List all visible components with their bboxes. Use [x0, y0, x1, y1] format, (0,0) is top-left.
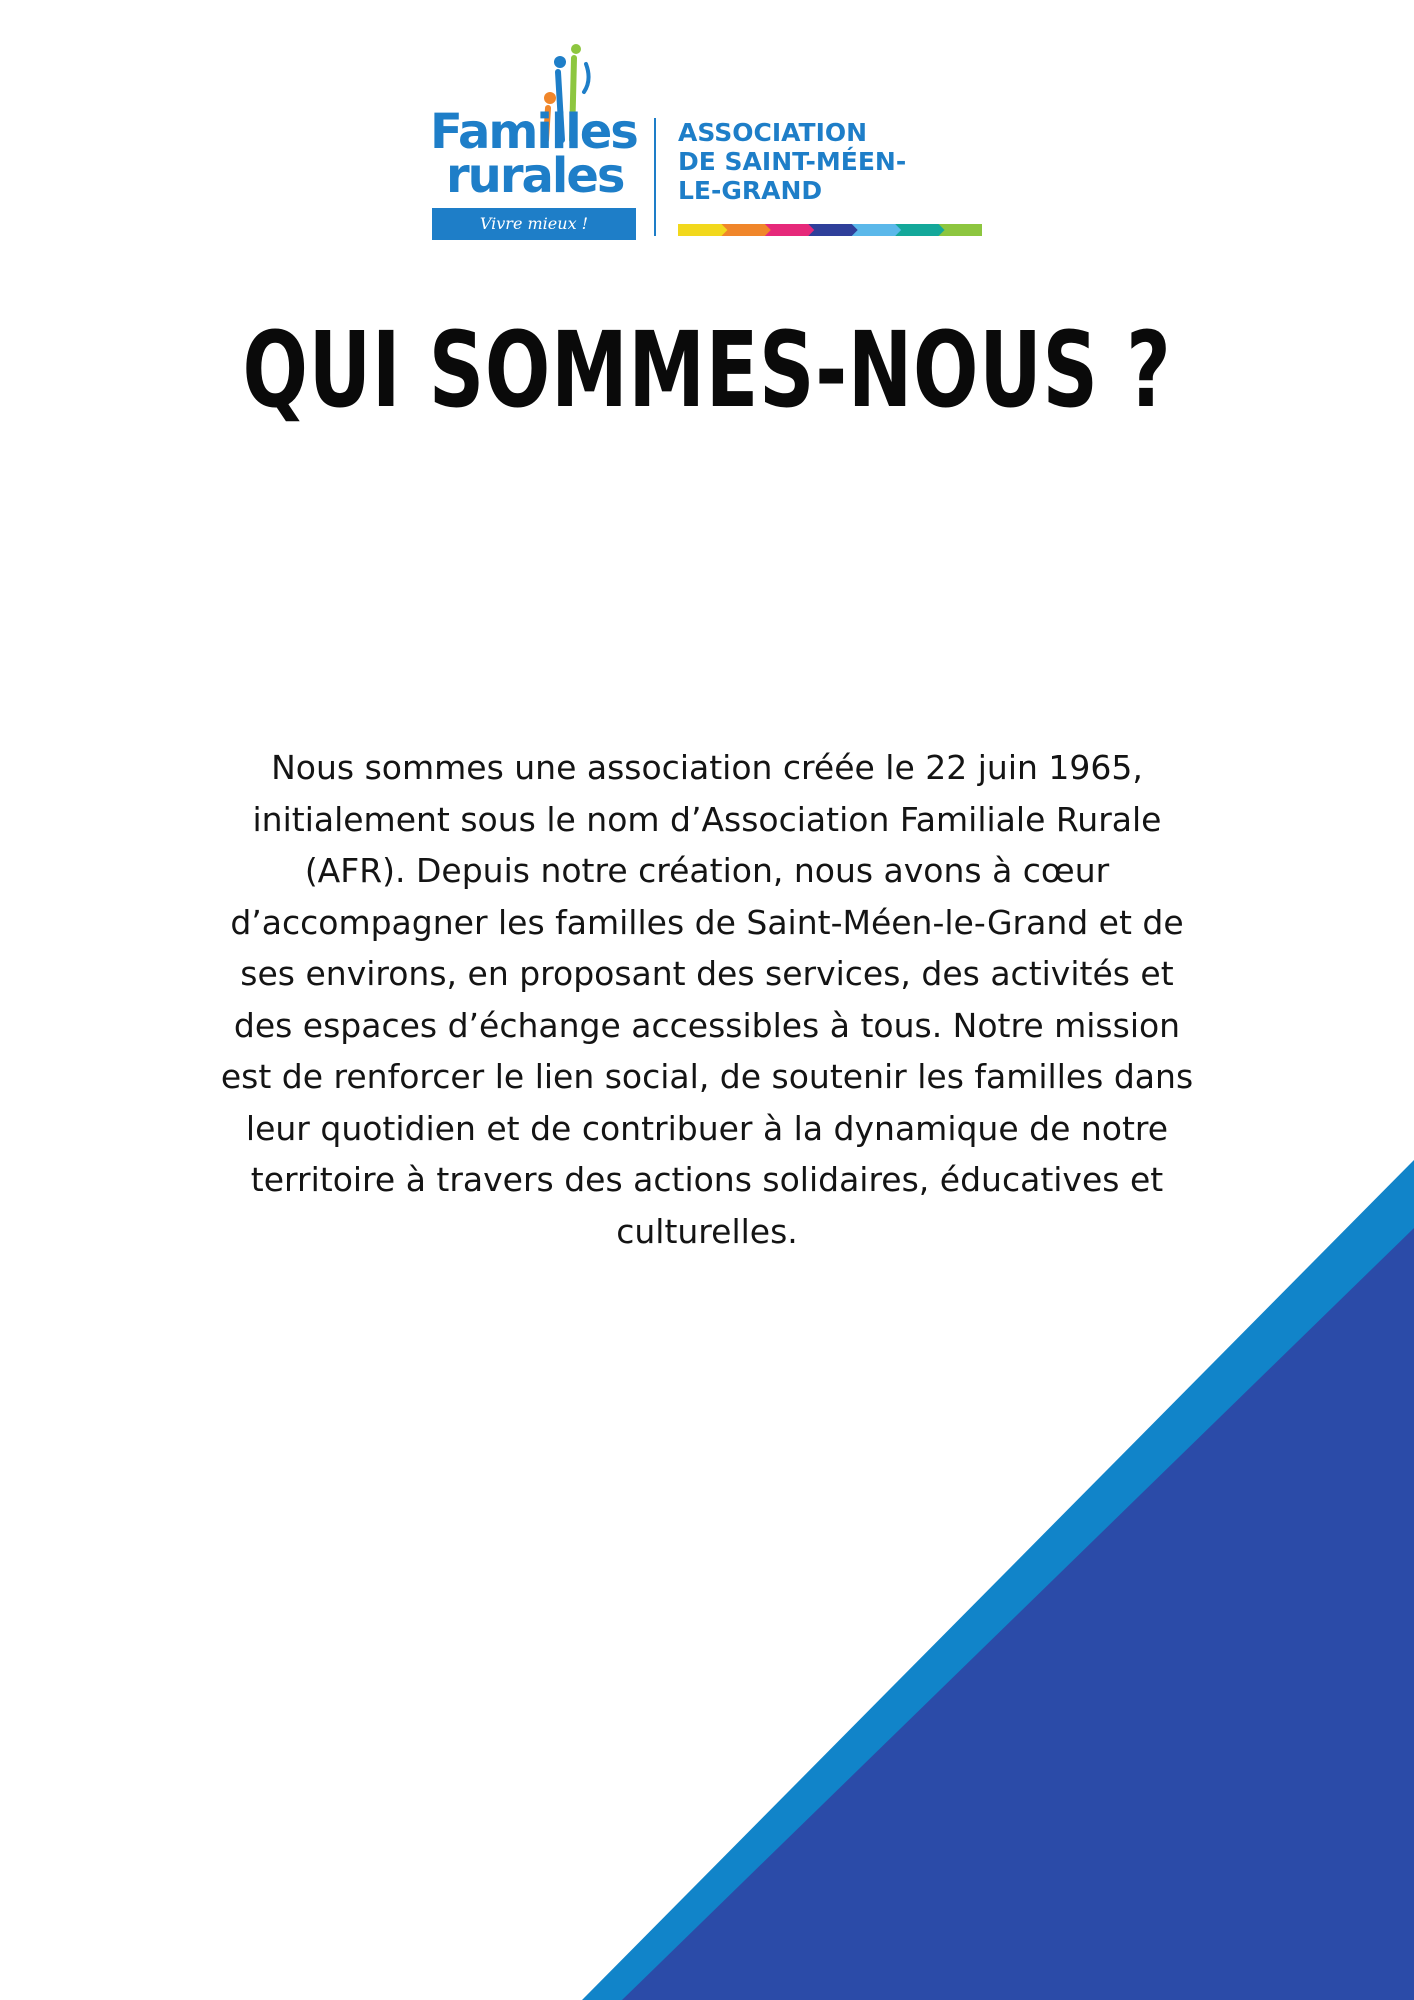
paragraph-line: Nous sommes une association créée le 22 juin 1965, — [271, 748, 1143, 787]
brand-name-line1: Familles — [430, 104, 637, 160]
paragraph-line: ses environs, en proposant des services, des activités et — [240, 954, 1174, 993]
brand-mark — [430, 40, 640, 240]
association-line: DE SAINT-MÉEN- — [678, 147, 907, 176]
slogan-badge: Vivre mieux ! — [432, 208, 636, 240]
paragraph-line: initialement sous le nom d’Association Familiale Rurale — [252, 799, 1162, 839]
color-bar-segment — [852, 224, 901, 236]
color-bar-segment — [765, 224, 814, 236]
color-bar-segment — [678, 224, 727, 236]
color-bar-segment — [808, 224, 857, 236]
intro-paragraph — [130, 742, 1284, 1257]
color-arrow-bar — [678, 224, 982, 236]
paragraph-line: territoire à travers des actions solidaires, éducatives et — [250, 1160, 1164, 1199]
paragraph-line: leur quotidien et de contribuer à la dynamique de notre — [245, 1108, 1169, 1148]
brand-name-line2: rurales — [446, 148, 624, 204]
association-line: ASSOCIATION — [678, 118, 868, 147]
association-line: LE-GRAND — [678, 176, 823, 205]
color-bar-segment — [939, 224, 982, 236]
color-bar-segment — [895, 224, 944, 236]
paragraph-line: est de renforcer le lien social, de soutenir les familles dans — [220, 1057, 1194, 1096]
paragraph-line: d’accompagner les familles de Saint-Méen-le-Grand et de — [230, 902, 1184, 942]
association-name — [678, 118, 998, 205]
paragraph-line: (AFR). Depuis notre création, nous avons à cœur — [304, 851, 1110, 890]
familles-rurales-logo — [430, 40, 990, 240]
paragraph-line: culturelles. — [616, 1211, 798, 1251]
logo-divider — [654, 118, 656, 236]
page-title: QUI SOMMES-NOUS ? — [242, 309, 1172, 431]
color-bar-segment — [721, 224, 770, 236]
paragraph-line: des espaces d’échange accessibles à tous. Notre mission — [233, 1005, 1181, 1045]
